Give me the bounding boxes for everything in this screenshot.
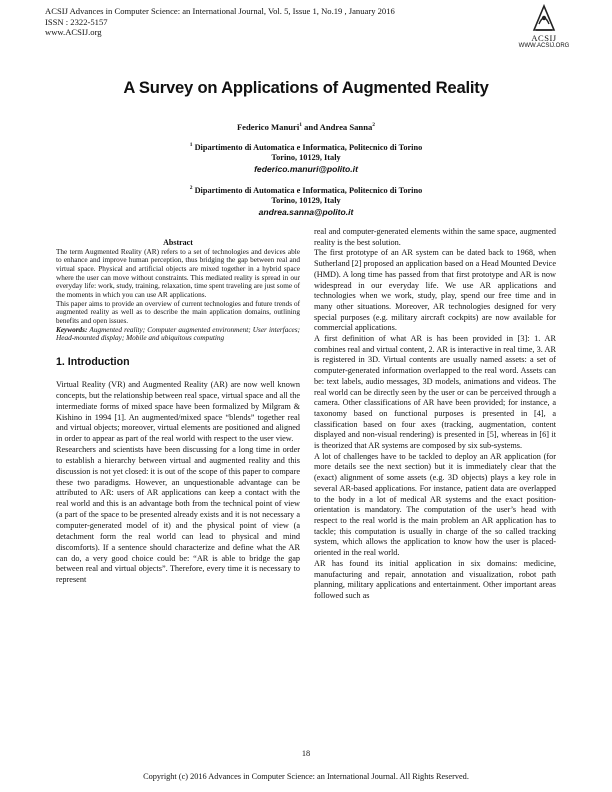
paper-title: A Survey on Applications of Augmented Reality	[123, 78, 489, 97]
affiliation-2-dept: Dipartimento di Automatica e Informatica, Politecnico di Torino	[194, 185, 423, 195]
right-paragraph-3: A first definition of what AR is has been provided in [3]: 1. AR combines real and virtual content, 2. AR is interactive in real time, 3. AR is registered in 3D. Virtual contents are usually named assets: a set of computer-generated information overlapped to the real word. Assets can be: text labels, audio messages, 3D models, animations and videos. The real world can be directly seen by the user or can be perceived through a camera. Other classifications of AR have been provided; for instance, a taxonomy based on functional purposes is presented in [4], a classification based on four axes (tracking, augmentation, content displayed and non-visual rendering) is presented in [5], whereas in [6] it is theorized that AR systems are composed by six sub-systems.	[314, 334, 556, 451]
left-body	[56, 380, 300, 586]
affiliation-2	[0, 183, 612, 217]
acsij-logo-icon	[531, 4, 557, 32]
right-paragraph-1: real and computer-generated elements within the same space, augmented reality is the best solution.	[314, 227, 556, 247]
abstract-heading: Abstract	[163, 238, 193, 247]
right-paragraph-4: A lot of challenges have to be tackled to deploy an AR application (for more details see the next section) but it is immediately clear that the (exact) alignment of some assets (e.g. 3D objects) plays a key role in several AR-based applications. For instance, patient data are overlapped to the body in a lot of medical AR systems and the exact position-orientation is mandatory. The computation of the user’s head with respect to the real world is the main problem an AR application has to tackle; this computation is usually in charge of the so called tracking system, which allows the application to know how the user is placed-oriented in the real world.	[314, 451, 556, 558]
logo-text: ACSIJ	[531, 33, 557, 43]
affiliation-2-email[interactable]: andrea.sanna@polito.it	[258, 206, 354, 217]
journal-line: ACSIJ Advances in Computer Science: an International Journal, Vol. 5, Issue 1, No.19 , January 2016	[45, 6, 395, 16]
section-heading: 1. Introduction	[56, 356, 130, 369]
authors	[0, 122, 612, 132]
right-paragraph-2: The first prototype of an AR system can be dated back to 1968, when Sutherland [2] proposed an application based on a Head Mounted Device (HMD). A long time has passed from that first prototype and AR is now widespread in our everyday life. We use AR applications and technologies when we work, study, play, spend our free time and in many other situations. Moreover, AR technologies designed for very special purposes (e.g. military aircraft cockpits) are now available for commercial applications.	[314, 248, 556, 333]
keywords-list: Augmented reality; Computer augmented environment; User interfaces; Head-mounted display; Mobile and ubiquitous computing	[56, 325, 300, 343]
author-2-mark: 2	[372, 122, 376, 129]
intro-paragraph-1: Virtual Reality (VR) and Augmented Reality (AR) are now well known concepts, but the relationship between real space, virtual space and all the intermediate forms of mixed space have been formalized by Milgram & Kishino in 1994 [1]. An augmented/mixed space “blends” together real and virtual objects; moreover, virtual elements are positioned and aligned in order to appear as part of the real world with respect to the user view.	[56, 380, 300, 444]
affiliation-1-email[interactable]: federico.manuri@polito.it	[254, 163, 358, 174]
affiliation-1-mark: 1	[189, 142, 193, 148]
right-column	[314, 227, 556, 602]
author-1: Federico Manuri	[236, 122, 300, 132]
intro-paragraph-2: Researchers and scientists have been discussing for a long time in order to establish a hierarchy between virtual and augmented reality and this discussion is not yet closed: it is out of the scope of this paper to compare these two paradigms. However, an unquestionable advantage can be attributed to AR: users of AR applications can keep a contact with the real world and this is an advantage both from the technical point of view (a part of the space to be presented already exists and it is not necessary a computer-generated model of it) and the physical point of view (a detachment form the real world can lead to physical and mind discomforts). If a sentence should characterize and define what the AR can do, a very good choice could be: “AR is able to bridge the gap between real and virtual objects”. Therefore, every time it is necessary to represent	[56, 445, 300, 585]
affiliation-1-city: Torino, 10129, Italy	[271, 153, 341, 163]
affiliation-1-dept: Dipartimento di Automatica e Informatica, Politecnico di Torino	[194, 142, 423, 152]
affiliation-2-mark: 2	[189, 185, 193, 191]
journal-website: www.ACSIJ.org	[45, 27, 102, 38]
journal-header	[45, 6, 395, 38]
page-number: 18	[301, 749, 311, 758]
copyright-footer: Copyright (c) 2016 Advances in Computer Science: an International Journal. All Rights Reserved.	[143, 772, 469, 781]
author-2: Andrea Sanna	[319, 122, 373, 132]
left-column	[56, 238, 300, 586]
keywords-label: Keywords:	[56, 325, 88, 334]
logo-url: WWW.ACSIJ.ORG	[518, 43, 570, 49]
right-paragraph-5: AR has found its initial application in six domains: medicine, manufacturing and repair, annotation and visualization, robot path planning, military applications and entertainment. Other important areas followed such as	[314, 558, 556, 600]
affiliation-2-city: Torino, 10129, Italy	[271, 196, 341, 206]
abstract-paragraph-1: The term Augmented Reality (AR) refers to a set of technologies and devices able to enhance and improve human perception, thus bridging the gap between real and virtual space. Physical and artificial objects are mixed together in a hybrid space where the user can move without constraints. This mediated reality is spread in our everyday life: work, study, training, relaxation, time spent traveling are just some of the moments in which you can use AR applications.	[56, 247, 300, 300]
affiliation-1	[0, 140, 612, 174]
acsij-logo	[515, 4, 573, 50]
issn: ISSN : 2322-5157	[45, 16, 108, 27]
author-1-mark: 1	[299, 122, 302, 129]
abstract-paragraph-2: This paper aims to provide an overview of current technologies and future trends of augmented reality as well as to describe the main application domains, outlining benefits and open issues.	[56, 299, 300, 326]
authors-conjunction: and	[301, 122, 320, 132]
abstract	[56, 238, 300, 343]
keywords	[56, 326, 300, 343]
